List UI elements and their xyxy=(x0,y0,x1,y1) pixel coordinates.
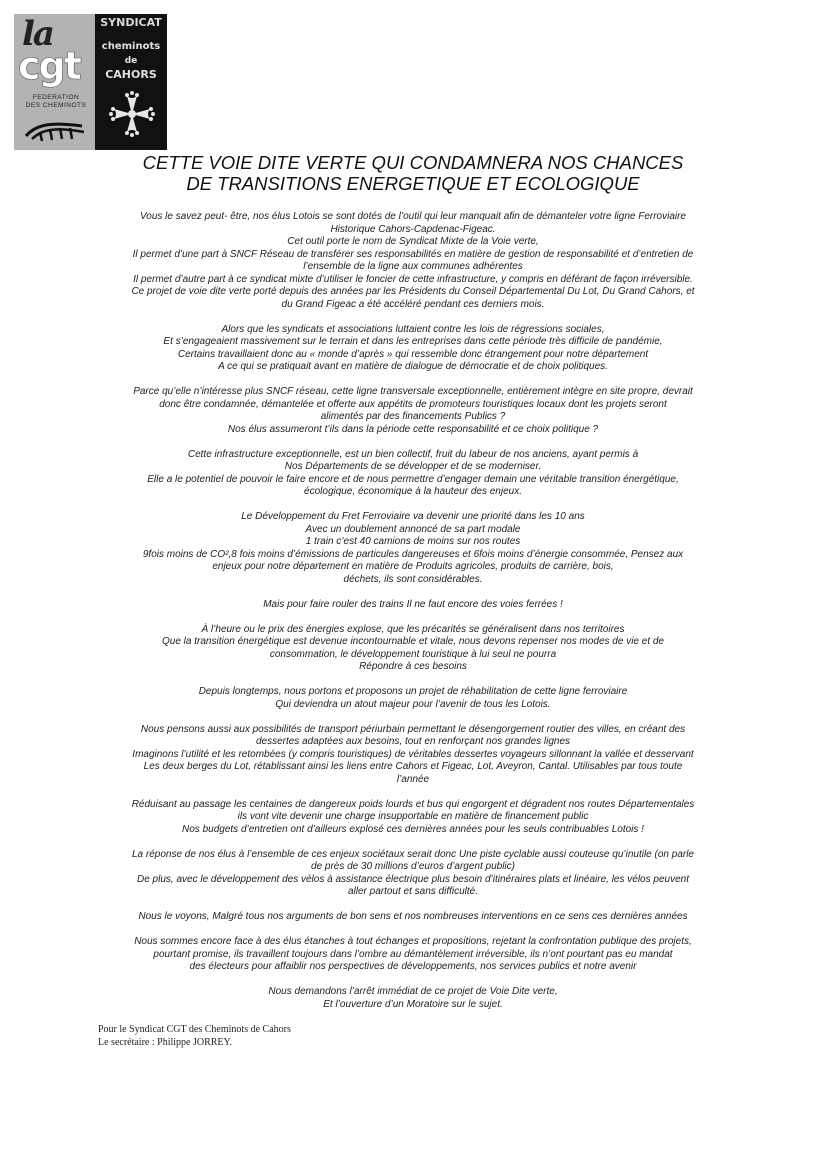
paragraph-line: Le Développement du Fret Ferroviaire va devenir une priorité dans les 10 ans xyxy=(241,511,585,522)
occitan-cross-icon xyxy=(108,90,156,138)
paragraph-gap xyxy=(92,311,734,324)
logo-federation-line: FEDERATION xyxy=(32,94,80,101)
paragraph xyxy=(92,599,734,612)
paragraph xyxy=(92,986,734,1011)
paragraph xyxy=(92,386,734,436)
paragraph-line: Nous le voyons, Malgré tous nos arguments de bon sens et nos nombreuses interventions en ce sens ces dernières années xyxy=(138,911,688,922)
paragraph-line: Et l’ouverture d’un Moratoire sur le sujet. xyxy=(323,998,503,1010)
paragraph-line: Il permet d’autre part à ce syndicat mixte d’utiliser le foncier de cette infrastructure, y compris en déférant de façon irréversible. xyxy=(133,273,693,285)
paragraph-line: Cette infrastructure exceptionnelle, est un bien collectif, fruit du labeur de nos anciens, ayant permis à xyxy=(187,448,639,460)
paragraph-gap xyxy=(92,674,734,687)
paragraph-line: pourtant promise, ils travaillent toujours dans l’ombre au démantèlement irréversible, ils n’ont pourtant pas eu mandat xyxy=(153,948,673,960)
signature-line: Pour le Syndicat CGT des Cheminots de Cahors xyxy=(98,1024,291,1035)
paragraph-line: Nous pensons aussi aux possibilités de transport périurbain permettant le désengorgement routier des villes, en créant des xyxy=(140,723,686,735)
paragraph-line: Qui deviendra un atout majeur pour l’avenir de tous les Lotois. xyxy=(275,698,551,710)
paragraph-line: consommation, le développement touristique à lui seul ne pourra xyxy=(269,648,557,660)
paragraph-line: Certains travaillaient donc au « monde d’après » qui ressemble donc étrangement pour notre département xyxy=(177,348,649,360)
paragraph-gap xyxy=(92,974,734,987)
syndicat-logo-panel xyxy=(95,14,167,150)
paragraph-gap xyxy=(92,611,734,624)
paragraph xyxy=(92,936,734,974)
logo-cheminots-text: cheminots xyxy=(101,41,161,52)
paragraph-line: déchets, ils sont considérables. xyxy=(343,573,483,585)
paragraph-line: donc être condamnée, démantelée et offerte aux appétits de promoteurs touristiques locaux dont les projets seront xyxy=(159,398,667,410)
paragraph-line: À l’heure ou le prix des énergies explose, que les précarités se généralisent dans nos territoires xyxy=(201,623,625,635)
paragraph-line: écologique, économique à la hauteur des enjeux. xyxy=(304,486,522,497)
paragraph-line: Réduisant au passage les centaines de dangereux poids lourds et bus qui engorgent et dégradent nos routes Départementales xyxy=(131,798,695,810)
paragraph-line: ils vont vite devenir une charge insupportable en matière de financement public xyxy=(237,811,589,822)
paragraph-line: l’ensemble de la ligne aux communes adhérentes xyxy=(303,261,523,272)
paragraph-line: Cet outil porte le nom de Syndicat Mixte de la Voie verte, xyxy=(287,236,539,247)
paragraph-line: Depuis longtemps, nous portons et proposons un projet de réhabilitation de cette ligne ferroviaire xyxy=(198,686,628,697)
paragraph-line: dessertes adaptées aux besoins, tout en renforçant nos grandes lignes xyxy=(255,736,571,747)
paragraph xyxy=(92,849,734,899)
paragraph-line: Que la transition énergétique est devenue incontournable et vitale, nous devons repenser nos modes de vie et de xyxy=(162,636,664,647)
paragraph xyxy=(92,324,734,374)
paragraph xyxy=(92,211,734,311)
paragraph-gap xyxy=(92,899,734,912)
paragraph-line: enjeux pour notre département en matière de Produits agricoles, produits de carrière, bois, xyxy=(212,561,614,572)
cgt-logo-left-panel xyxy=(14,14,95,150)
paragraph-gap xyxy=(92,374,734,387)
paragraph-line: Répondre à ces besoins xyxy=(359,661,467,672)
signature-line: Le secrétaire : Philippe JORREY. xyxy=(98,1036,232,1048)
paragraph-line: De plus, avec le développement des vélos à assistance électrique plus besoin d’itinéraires plats et linéaire, les vélos peuvent xyxy=(137,873,689,885)
paragraph-line: Nos élus assumeront t’ils dans la période cette responsabilité et ce choix politique ? xyxy=(227,423,599,435)
paragraph xyxy=(92,724,734,787)
paragraph-gap xyxy=(92,836,734,849)
paragraph-gap xyxy=(92,786,734,799)
title-line: DE TRANSITIONS ENERGETIQUE ET ECOLOGIQUE xyxy=(186,173,640,194)
paragraph-line: Avec un doublement annoncé de sa part modale xyxy=(305,523,521,535)
paragraph-line: Parce qu’elle n’intéresse plus SNCF réseau, cette ligne transversale exceptionnelle, entièrement intègre en site propre, devrait xyxy=(133,386,693,397)
paragraph-line: Ce projet de voie dite verte porté depuis des années par les Présidents du Conseil Départemental Du Lot, Du Grand Cahors, et xyxy=(131,286,695,297)
paragraph-line: Il permet d’une part à SNCF Réseau de transférer ses responsabilités en matière de gestion de responsabilité et d’entretien de xyxy=(132,248,694,260)
logo-federation-line: DES CHEMINOTS xyxy=(25,102,87,109)
paragraph-line: 1 train c’est 40 camions de moins sur nos routes xyxy=(305,536,521,547)
paragraph xyxy=(92,799,734,837)
paragraph-line: Elle a le potentiel de pouvoir le faire encore et de nous permettre d’engager demain une véritable transition énergétique, xyxy=(147,473,679,485)
paragraph-gap xyxy=(92,586,734,599)
paragraph xyxy=(92,686,734,711)
paragraph-line: aller partout et sans difficulté. xyxy=(347,886,479,897)
cgt-logo xyxy=(14,14,167,150)
paragraph-line: La réponse de nos élus à l’ensemble de ces enjeux sociétaux serait donc Une piste cyclable aussi couteuse qu’inutile (on parle xyxy=(131,848,694,860)
document-body xyxy=(92,211,734,1011)
paragraph-line: Vous le savez peut- être, nos élus Lotois se sont dotés de l’outil qui leur manquait afin de démanteler votre ligne Ferroviaire xyxy=(139,211,687,222)
paragraph-line: Nous sommes encore face à des élus étanches à tout échanges et propositions, rejetant la confrontation publique des projets, xyxy=(134,936,692,947)
paragraph-line: Mais pour faire rouler des trains Il ne faut encore des voies ferrées ! xyxy=(263,598,563,610)
logo-cahors-text: CAHORS xyxy=(105,68,157,81)
signature xyxy=(98,1024,291,1049)
paragraph-line: Imaginons l’utilité et les retombées (y compris touristiques) de véritables dessertes voyageurs sillonnant la vallée et desservant xyxy=(132,748,694,760)
paragraph-gap xyxy=(92,436,734,449)
logo-syndicat-text: SYNDICAT xyxy=(100,16,162,29)
paragraph-line: des électeurs pour affaiblir nos perspectives de développements, nos services publics et notre avenir xyxy=(189,961,637,972)
document-title xyxy=(0,152,826,194)
logo-cgt-text: cgt xyxy=(18,44,80,88)
railway-mark-icon xyxy=(22,114,88,142)
paragraph-gap xyxy=(92,499,734,512)
paragraph-line: A ce qui se pratiquait avant en matière de dialogue de démocratie et de choix politiques. xyxy=(218,361,608,372)
logo-federation-text xyxy=(18,94,94,110)
paragraph-line: Les deux berges du Lot, rétablissant ainsi les liens entre Cahors et Figeac, Lot, Aveyron, Cantal. Utilisables par tous toute xyxy=(143,761,683,772)
paragraph-line: Nous demandons l’arrêt immédiat de ce projet de Voie Dite verte, xyxy=(268,986,558,997)
paragraph-line: de près de 30 millions d’euros d’argent public) xyxy=(310,861,515,872)
paragraph-line: 9fois moins de CO²,8 fois moins d’émissions de particules dangereuses et 6fois moins d’énergie consommée, Pensez aux xyxy=(142,548,684,560)
paragraph-line: Alors que les syndicats et associations luttaient contre les lois de régressions sociales, xyxy=(221,323,605,335)
paragraph xyxy=(92,449,734,499)
paragraph-line: Historique Cahors-Capdenac-Figeac. xyxy=(330,223,496,235)
paragraph-line: alimentés par des financements Publics ? xyxy=(320,411,506,422)
paragraph-line: l’année xyxy=(396,773,430,785)
paragraph-line: du Grand Figeac a été accéléré pendant ces derniers mois. xyxy=(281,298,545,310)
paragraph xyxy=(92,624,734,674)
paragraph-line: Nos budgets d’entretien ont d’ailleurs explosé ces dernières années pour les seuls contribuables Lotois ! xyxy=(182,823,644,835)
paragraph xyxy=(92,911,734,924)
paragraph xyxy=(92,511,734,586)
paragraph-gap xyxy=(92,711,734,724)
paragraph-gap xyxy=(92,924,734,937)
logo-de-text: de xyxy=(124,56,138,66)
paragraph-line: Nos Départements de se développer et de se moderniser. xyxy=(284,461,542,472)
logo-la-text: la xyxy=(22,14,53,54)
paragraph-line: Et s’engageaient massivement sur le terrain et dans les entreprises dans cette période très difficile de pandémie, xyxy=(163,336,663,347)
title-line: CETTE VOIE DITE VERTE QUI CONDAMNERA NOS CHANCES xyxy=(142,152,684,173)
